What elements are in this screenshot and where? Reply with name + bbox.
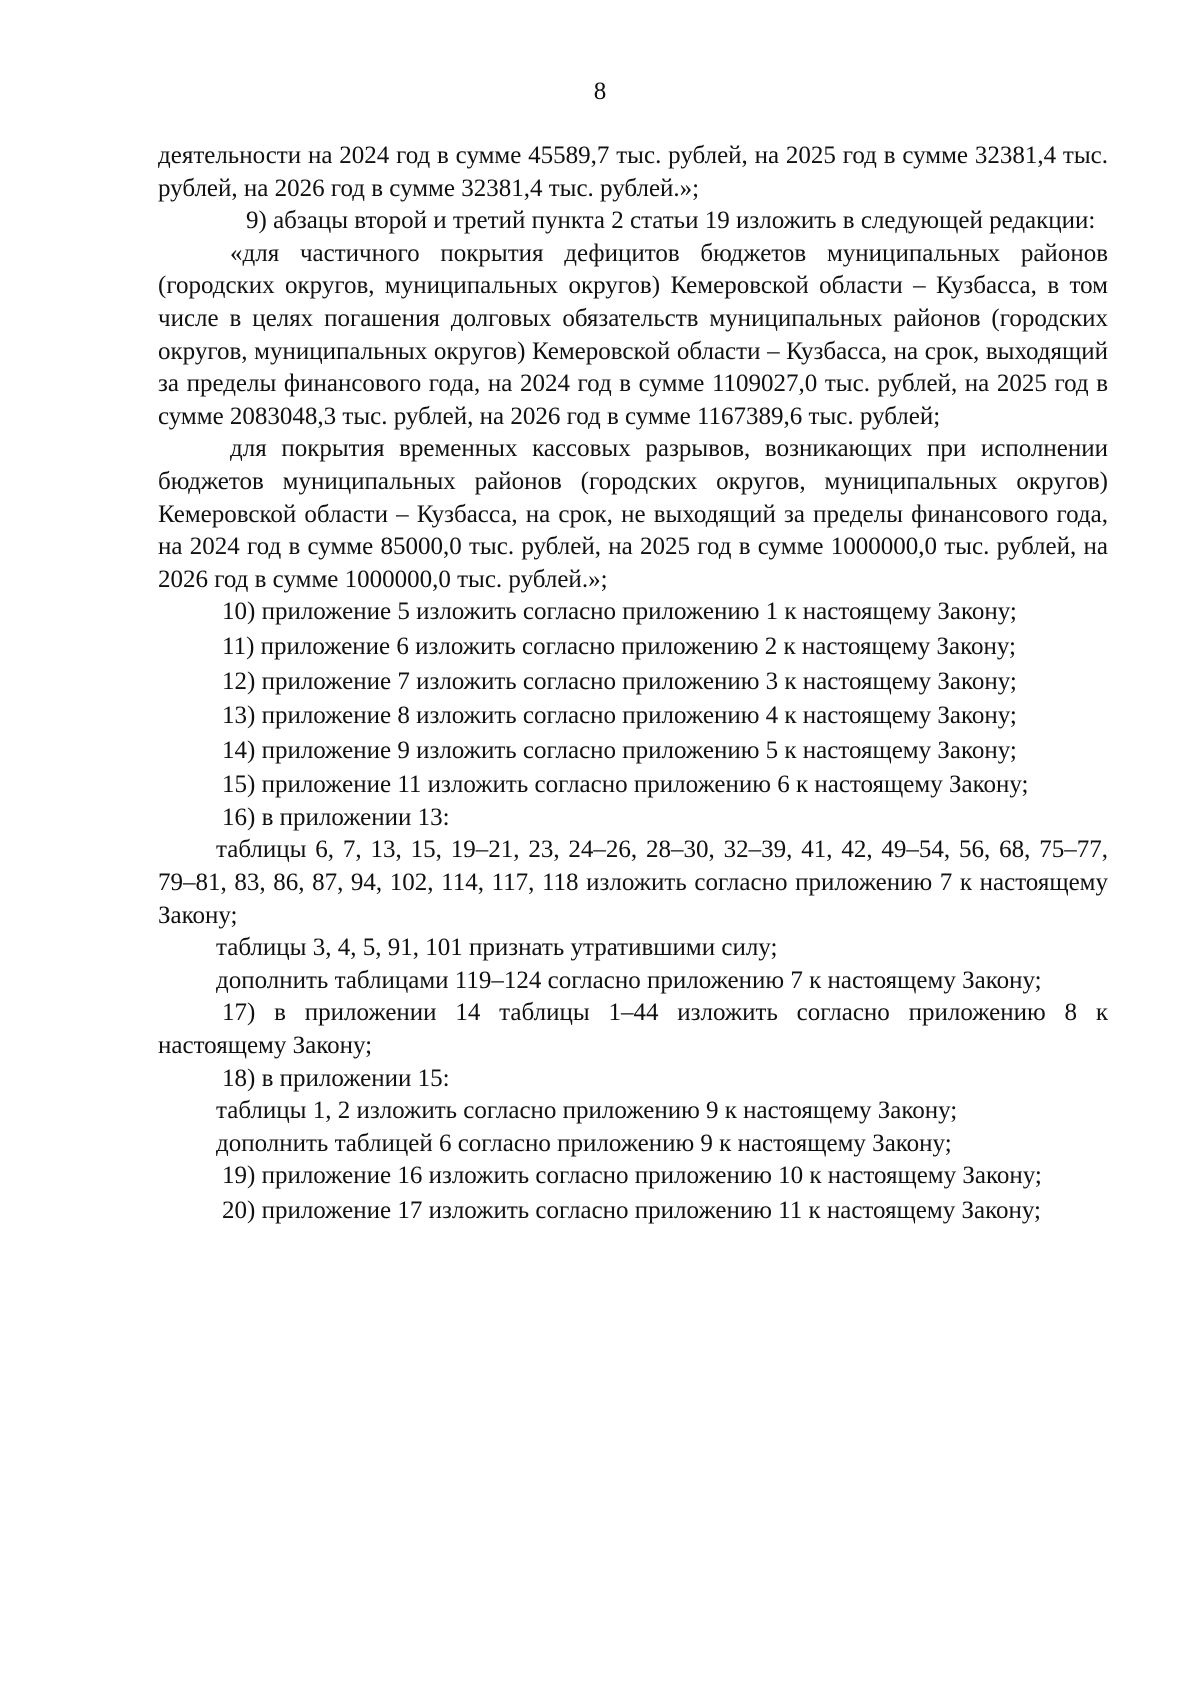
paragraph-item-15: 15) приложение 11 изложить согласно приложению 6 к настоящему Закону; — [222, 771, 1029, 799]
document-body — [158, 140, 1108, 1228]
paragraph-item-17: 17) в приложении 14 таблицы 1–44 изложить согласно приложению 8 к настоящему Закону; — [158, 999, 1108, 1060]
paragraph-item-14: 14) приложение 9 изложить согласно приложению 5 к настоящему Закону; — [222, 736, 1017, 764]
page-number: 8 — [593, 78, 607, 105]
paragraph-item-16-repeal: таблицы 3, 4, 5, 91, 101 признать утратившими силу; — [216, 934, 778, 962]
paragraph-item-16: 16) в приложении 13: — [222, 803, 450, 831]
paragraph-item-16-add: дополнить таблицами 119–124 согласно приложению 7 к настоящему Закону; — [216, 966, 1042, 994]
paragraph-item-16-tables: таблицы 6, 7, 13, 15, 19–21, 23, 24–26, 28–30, 32–39, 41, 42, 49–54, 56, 68, 75–77, 79–81, 83, 86, 87, 94, 102, 114, 117, 118 изложить согласно приложению 7 к настоящему Закону; — [158, 836, 1108, 929]
paragraph-item-20: 20) приложение 17 изложить согласно приложению 11 к настоящему Закону; — [222, 1197, 1041, 1224]
paragraph-item-12: 12) приложение 7 изложить согласно приложению 3 к настоящему Закону; — [222, 667, 1017, 695]
paragraph-continuation: деятельности на 2024 год в сумме 45589,7 тыс. рублей, на 2025 год в сумме 32381,4 тыс. рублей, на 2026 год в сумме 32381,4 тыс. рублей.»; — [158, 142, 1108, 202]
paragraph-item-18-add: дополнить таблицей 6 согласно приложению 9 к настоящему Закону; — [216, 1129, 952, 1157]
paragraph-item-11: 11) приложение 6 изложить согласно приложению 2 к настоящему Закону; — [222, 632, 1016, 660]
paragraph-item-18: 18) в приложении 15: — [222, 1064, 450, 1092]
paragraph-item-13: 13) приложение 8 изложить согласно приложению 4 к настоящему Закону; — [222, 702, 1017, 730]
paragraph-item-18-tables: таблицы 1, 2 изложить согласно приложению 9 к настоящему Закону; — [216, 1097, 958, 1125]
paragraph-quote-deficit: «для частичного покрытия дефицитов бюджетов муниципальных районов (городских округов, муниципальных округов) Кемеровской области – Кузбасса, в том числе в целях погашения долговых обязательств муниципальных районов (городских округов, муниципальных округов) Кемеровской области – Кузбасса, на срок, выходящий за пределы финансового года, на 2024 год в сумме 1109027,0 тыс. рублей, на 2025 год в сумме 2083048,3 тыс. рублей, на 2026 год в сумме 1167389,6 тыс. рублей; — [158, 239, 1108, 430]
paragraph-item-10: 10) приложение 5 изложить согласно приложению 1 к настоящему Закону; — [222, 598, 1017, 626]
paragraph-quote-cash-gaps: для покрытия временных кассовых разрывов, возникающих при исполнении бюджетов муниципальных районов (городских округов, муниципальных округов) Кемеровской области – Кузбасса, на срок, не выходящий за пределы финансового года, на 2024 год в сумме 85000,0 тыс. рублей, на 2025 год в сумме 1000000,0 тыс. рублей, на 2026 год в сумме 1000000,0 тыс. рублей.»; — [158, 435, 1108, 593]
paragraph-item-9: 9) абзацы второй и третий пункта 2 статьи 19 изложить в следующей редакции: — [246, 207, 1096, 235]
paragraph-item-19: 19) приложение 16 изложить согласно приложению 10 к настоящему Закону; — [222, 1162, 1042, 1190]
